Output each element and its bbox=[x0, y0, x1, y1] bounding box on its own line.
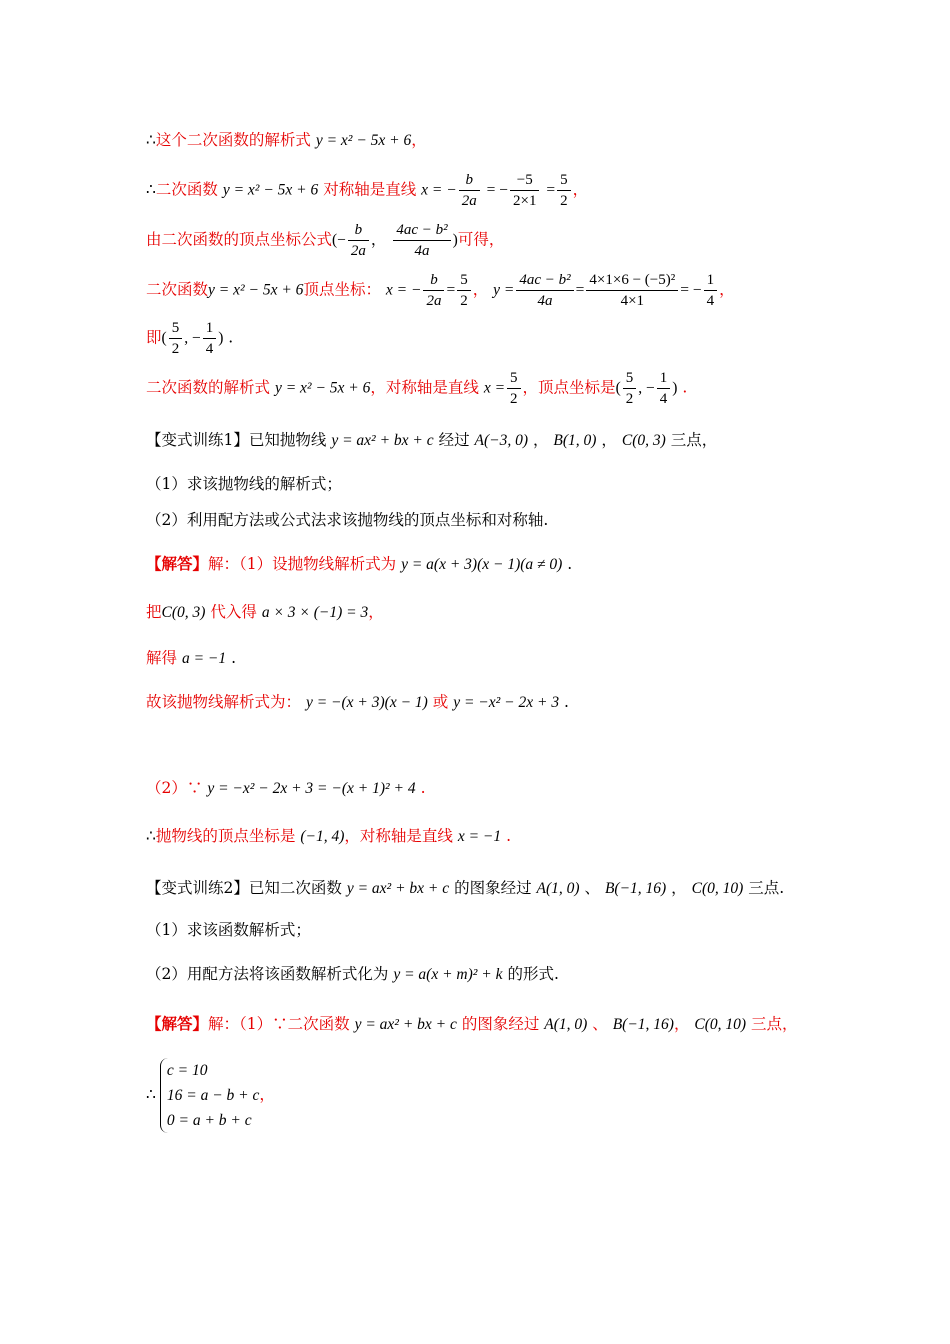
fraction: $\frac{b}{2a}$ bbox=[459, 170, 480, 211]
line-8: （1）求该抛物线的解析式； bbox=[146, 475, 342, 493]
equation-system: c = 10 16 = a − b + c 0 = a + b + c bbox=[160, 1058, 260, 1133]
fraction: $\frac{\text{4ac − b²}}{4a}$ bbox=[393, 220, 450, 261]
fraction: $\frac{5}{2}$ bbox=[457, 270, 471, 311]
fraction: $\frac{-5}{2\times 1}$ bbox=[510, 170, 539, 211]
line-9: （2）利用配方法或公式法求该抛物线的顶点坐标和对称轴. bbox=[146, 511, 549, 529]
fraction: $\frac{b}{2a}$ bbox=[423, 270, 444, 311]
line-2: ∴二次函数 y = x² − 5x + 6 对称轴是直线 x = − $\frac{b}{2a}$ = − $\frac{-5}{2\times 1}$ = $\frac{5}{2}$ ， bbox=[146, 172, 589, 209]
line-5: 即( $\frac{5}{2}$ , − $\frac{1}{4}$ ) . bbox=[146, 320, 234, 357]
expression: y = x² − 5x + 6 bbox=[315, 132, 412, 149]
fraction: $\frac{1}{4}$ bbox=[203, 318, 217, 359]
fraction: $\frac{5}{2}$ bbox=[623, 368, 637, 409]
line-18: （2）用配方法将该函数解析式化为 y = a(x + m)² + k 的形式. bbox=[146, 965, 559, 983]
line-17: （1）求该函数解析式； bbox=[146, 921, 311, 939]
line-19: 【解答】解：（1）∵二次函数 y = ax² + bx + c 的图象经过 A(1, 0) 、 B(−1, 16)， C(0, 10) 三点， bbox=[146, 1014, 798, 1033]
fraction: $\frac{1}{4}$ bbox=[657, 368, 671, 409]
line-13: 故该抛物线解析式为： y = −(x + 3)(x − 1) 或 y = −x² − 2x + 3 . bbox=[146, 693, 569, 711]
line-1: ∴这个二次函数的解析式 y = x² − 5x + 6， bbox=[146, 131, 427, 149]
fraction: $\frac{5}{2}$ bbox=[507, 368, 521, 409]
line-10: 【解答】解：（1）设抛物线解析式为 y = a(x + 3)(x − 1)(a ≠ 0) . bbox=[146, 554, 573, 573]
fraction: $\frac{b}{2a}$ bbox=[348, 220, 369, 261]
line-20: ∴ c = 10 16 = a − b + c 0 = a + b + c ， bbox=[146, 1058, 275, 1133]
line-16: 【变式训练2】已知二次函数 y = ax² + bx + c 的图象经过 A(1, 0) 、 B(−1, 16) ， C(0, 10) 三点. bbox=[146, 879, 785, 897]
line-6: 二次函数的解析式 y = x² − 5x + 6，对称轴是直线 x = $\frac{5}{2}$ ，顶点坐标是( $\frac{5}{2}$ , − $\frac{1}{4}$ ) . bbox=[146, 370, 688, 407]
line-11: 把C(0, 3) 代入得 a × 3 × (−1) = 3， bbox=[146, 603, 384, 621]
line-15: ∴抛物线的顶点坐标是 (−1, 4)，对称轴是直线 x = −1 . bbox=[146, 827, 512, 845]
fraction: $\frac{1}{4}$ bbox=[704, 270, 718, 311]
fraction: $\frac{\text{4ac − b²}}{4a}$ bbox=[516, 270, 573, 311]
line-3: 由二次函数的顶点坐标公式(− $\frac{b}{2a}$ ， $\frac{\text{4ac − b²}}{4a}$ )可得， bbox=[146, 222, 505, 259]
fraction: $\frac{\text{4×1×6 − (−5)²}}{4\times 1}$ bbox=[586, 270, 678, 311]
line-7: 【变式训练1】已知抛物线 y = ax² + bx + c 经过 A(−3, 0) ， B(1, 0) ， C(0, 3) 三点， bbox=[146, 431, 718, 449]
line-4: 二次函数y = x² − 5x + 6顶点坐标： x = − $\frac{b}{2a}$ = $\frac{5}{2}$ ， y = $\frac{\text{4ac − b²}}{4a}$ = $\frac{\text{4×1×6 − (−5)²}}{4\times 1}$ = − $\frac{1}{4}$ ， bbox=[146, 272, 735, 309]
fraction: $\frac{5}{2}$ bbox=[169, 318, 183, 359]
line-14: （2）∵ y = −x² − 2x + 3 = −(x + 1)² + 4 . bbox=[146, 779, 426, 797]
line-12: 解得 a = −1 . bbox=[146, 649, 236, 667]
fraction: $\frac{5}{2}$ bbox=[557, 170, 571, 211]
